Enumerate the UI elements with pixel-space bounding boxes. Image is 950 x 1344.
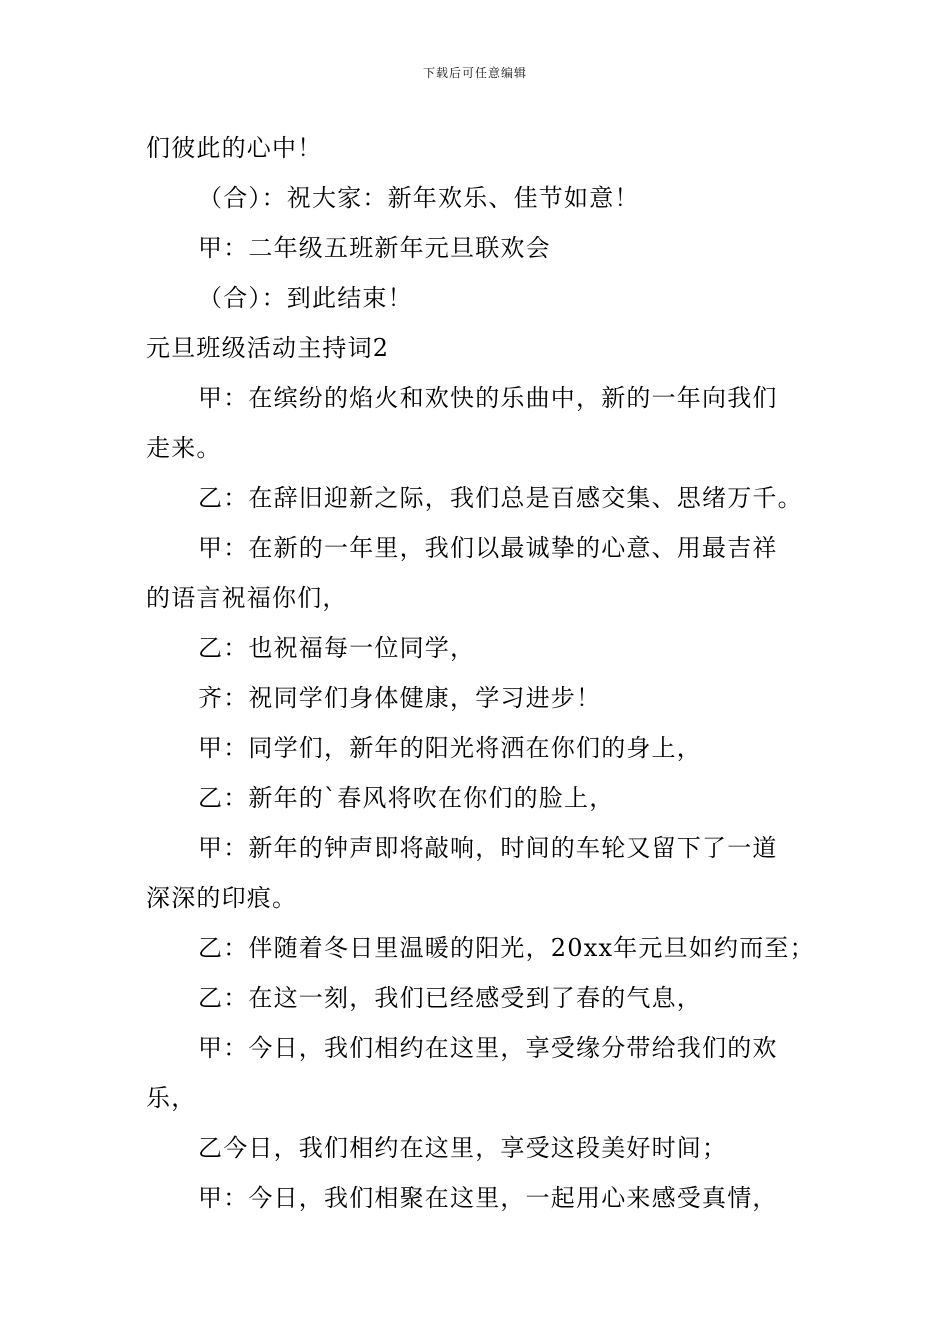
text-line: 乙：伴随着冬日里温暖的阳光，20xx年元旦如约而至；: [198, 934, 815, 962]
section-title: 元旦班级活动主持词2: [146, 334, 390, 362]
text-line: 的语言祝福你们，: [146, 584, 348, 612]
text-line: 走来。: [146, 434, 222, 462]
text-line: 甲：在缤纷的焰火和欢快的乐曲中，新的一年向我们: [198, 384, 778, 412]
text-line: 甲：二年级五班新年元旦联欢会: [198, 234, 551, 262]
text-line: 齐：祝同学们身体健康，学习进步！: [198, 684, 602, 712]
text-line: 甲：今日，我们相聚在这里，一起用心来感受真情，: [198, 1184, 778, 1212]
text-line: 甲：同学们，新年的阳光将洒在你们的身上，: [198, 734, 702, 762]
text-line: （合）：祝大家：新年欢乐、佳节如意！: [198, 184, 640, 212]
document-body: [146, 127, 815, 1227]
text-line: 甲：今日，我们相约在这里，享受缘分带给我们的欢: [198, 1034, 778, 1062]
text-line: 乙今日，我们相约在这里，享受这段美好时间；: [198, 1134, 728, 1162]
text-line: 乐，: [146, 1084, 197, 1112]
text-line: 乙：在这一刻，我们已经感受到了春的气息，: [198, 984, 702, 1012]
text-line: 乙：也祝福每一位同学，: [198, 634, 476, 662]
text-line: 乙：新年的`春风将吹在你们的脸上，: [198, 784, 615, 812]
text-line: （合）：到此结束！: [198, 284, 413, 312]
text-line: 甲：在新的一年里，我们以最诚挚的心意、用最吉祥: [198, 534, 778, 562]
text-line: 乙：在辞旧迎新之际，我们总是百感交集、思绪万千。: [198, 484, 803, 512]
page-header-note: 下载后可任意编辑: [422, 66, 527, 80]
text-line: 深深的印痕。: [146, 884, 298, 912]
text-line: 们彼此的心中！: [146, 134, 323, 162]
text-line: 甲：新年的钟声即将敲响，时间的车轮又留下了一道: [198, 834, 778, 862]
